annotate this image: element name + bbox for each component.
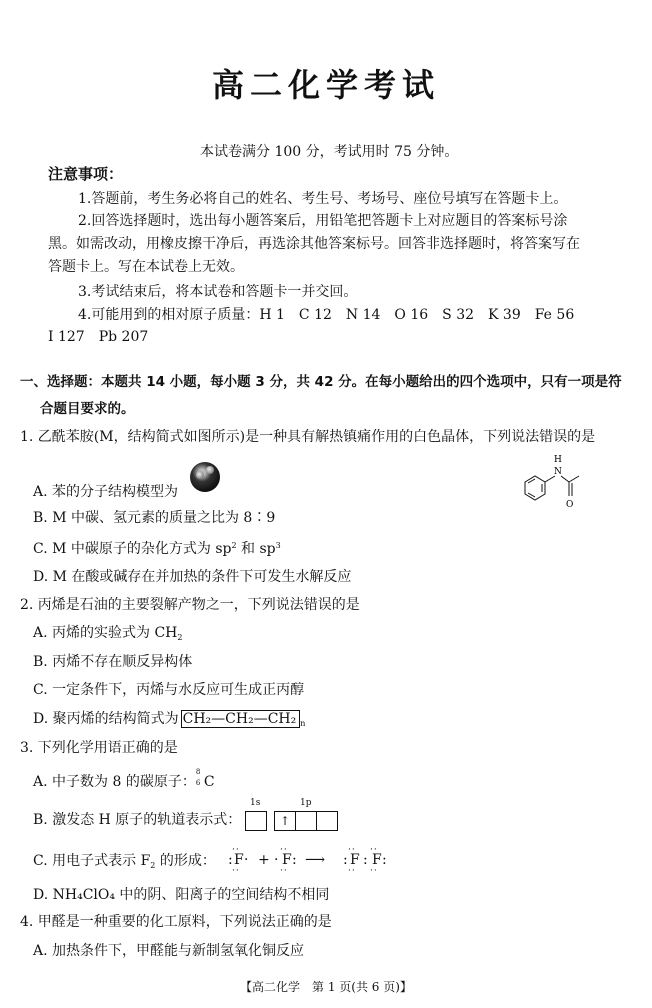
q2-stem: 2. 丙烯是石油的主要裂解产物之一，下列说法错误的是 <box>20 597 360 613</box>
q3-option-d: D. NH₄ClO₄ 中的阴、阳离子的空间结构不相同 <box>33 887 330 903</box>
notes-heading: 注意事项： <box>48 165 124 183</box>
section-heading: 一、选择题：本题共 14 小题，每小题 3 分，共 42 分。在每小题给出的四个选项中，只有一项是符 <box>20 374 622 390</box>
acetanilide-structure <box>515 452 595 514</box>
q3-option-c <box>33 852 216 875</box>
exam-title: 高二化学考试 <box>211 66 440 104</box>
q2-option-c: C. 一定条件下，丙烯与水反应可生成正丙醇 <box>33 682 305 698</box>
note-item: 答题卡上。写在本试卷上无效。 <box>48 259 244 275</box>
note-item: 黑。如需改动，用橡皮擦干净后，再选涂其他答案标号。回答非选择题时，将答案写在 <box>48 236 580 252</box>
orbital-box-1p-1 <box>274 811 296 831</box>
q1-c-sup1: 2 <box>231 541 237 550</box>
q1-c-mid: 和 sp <box>236 541 276 557</box>
q1-option-b: B. M 中碳、氢元素的质量之比为 8∶9 <box>33 510 276 526</box>
q4-option-a: A. 加热条件下，甲醛能与新制氢氧化铜反应 <box>33 943 305 959</box>
struct-h-label: H <box>554 455 562 465</box>
q1-option-d: D. M 在酸或碱存在并加热的条件下可发生水解反应 <box>33 569 352 585</box>
up-arrow-icon: ↑ <box>279 814 291 828</box>
f-atom: F <box>350 852 360 868</box>
q2-a-sub: 2 <box>177 633 183 642</box>
arrow-icon: ⟶ <box>305 852 326 868</box>
q3-a-mass: 8 <box>195 768 201 776</box>
q1-c-text: C. M 中碳原子的杂化方式为 sp <box>33 541 232 557</box>
intro-text: 本试卷满分 100 分，考试用时 75 分钟。 <box>200 144 459 160</box>
q1-option-a: A. 苯的分子结构模型为 <box>33 484 179 500</box>
struct-o-label: O <box>566 500 574 510</box>
page-footer: 【高二化学 第 1 页(共 6 页)】 <box>240 980 412 994</box>
note-item: I 127 Pb 207 <box>48 329 149 345</box>
plus-sign: + <box>258 852 270 868</box>
q3-stem: 3. 下列化学用语正确的是 <box>20 740 178 756</box>
q3-a-sym: C <box>203 774 215 790</box>
orbital-1s-label: 1s <box>250 798 261 808</box>
orbital-1p-label: 1p <box>300 798 312 808</box>
orbital-box-1p-2 <box>295 811 317 831</box>
note-item: 4.可能用到的相对原子质量：H 1 C 12 N 14 O 16 S 32 K 39 Fe 56 <box>78 307 575 323</box>
q1-option-c <box>33 537 281 558</box>
exam-page: 高二化学考试 本试卷满分 100 分，考试用时 75 分钟。 注意事项： 1.答题前，考生务必将自己的姓名、考生号、考场号、座位号填写在答题卡上。 2.回答选择题时，选出每小题答案后，用铅笔把答题卡上对应题目的答案标号涂 黑。如需改动，用橡皮擦干净后，再选涂其他答案标号。回答非选择题时，将答案写在 答题卡上。写在本试卷上无效。 3.考试结束后，将本试卷和答题卡一并交回。 4.可能用到的相对原子质量：H 1 C 12 N 14 O 16 S 32 K 39 Fe 56 I 127 Pb 207 一、选择题：本题共 14 小题，每小题 3 分，共 42 分。在每小题给出的四个选项中，只有一项是符 合题目要求的。 1. 乙酰苯胺(M，结构简式如图所示)是一种具有解热镇痛作用的白色晶体，下列说法错误的是 N H O A. 苯的分子结构模型为 B. M 中碳、氢元素的质量之比为 8∶9 C. M 中碳原子的杂化方式为 $sp^2$ 和 $sp^3$ D. M 在酸或碱存在并加热的条件下可发生水解反应 2. 丙烯是石油的主要裂解产物之一，下列说法错误的是 A. 丙烯的实验式为 $CH_2$ B. 丙烯不存在顺反异构体 C. 一定条件下，丙烯与水反应可生成正丙醇 D. 聚丙烯的结构简式为 CH₂—CH₂—CH₂ $_n$ 3. 下列化学用语正确的是 A. 中子数为 8 的碳原子： 8 6 C B. 激发态 H 原子的轨道表示式： 1s 1p ↑ C. 用电子式表示 $F_2$ 的形成： : F ·· ·· · + · F ·· ·· : ⟶ : F ·· ·· : F ·· ·· : D. NH₄ClO₄ 中的阴、阳离子的空间结构不相同 4. 甲醛是一种重要的化工原料，下列说法正确的是 A. 加热条件下，甲醛能与新制氢氧化铜反应 【高二化学 第 1 页(共 6 页)】 <box>0 0 652 1008</box>
q3-option-b: B. 激发态 H 原子的轨道表示式： <box>33 812 242 828</box>
q1-c-sup2: 3 <box>275 541 281 550</box>
f-atom: F <box>234 852 244 868</box>
benzene-model-image <box>190 462 220 492</box>
note-item: 2.回答选择题时，选出每小题答案后，用铅笔把答题卡上对应题目的答案标号涂 <box>78 213 568 229</box>
orbital-box-1s <box>245 811 267 831</box>
q2-option-a <box>33 624 182 647</box>
q3-a-num: 6 <box>195 779 201 787</box>
orbital-box-1p-3 <box>316 811 338 831</box>
q2-d-n: n <box>300 719 306 728</box>
q2-option-d <box>33 710 305 733</box>
q3-option-a <box>33 768 215 791</box>
note-item: 1.答题前，考生务必将自己的姓名、考生号、考场号、座位号填写在答题卡上。 <box>78 191 568 207</box>
section-heading-cont: 合题目要求的。 <box>40 401 135 417</box>
q2-d-formula: CH₂—CH₂—CH₂ <box>182 711 297 727</box>
q4-stem: 4. 甲醛是一种重要的化工原料，下列说法正确的是 <box>20 914 332 930</box>
q2-option-b: B. 丙烯不存在顺反异构体 <box>33 654 193 670</box>
note-item: 3.考试结束后，将本试卷和答题卡一并交回。 <box>78 284 358 300</box>
q3-c-text: C. 用电子式表示 F <box>33 853 151 869</box>
q2-d-text: D. 聚丙烯的结构简式为 <box>33 711 179 727</box>
q3-a-text: A. 中子数为 8 的碳原子： <box>33 774 196 790</box>
q3-c-sub: 2 <box>150 861 156 870</box>
q1-stem: 1. 乙酰苯胺(M，结构简式如图所示)是一种具有解热镇痛作用的白色晶体，下列说法错误的是 <box>20 429 596 445</box>
struct-n-label: N <box>554 467 562 477</box>
q3-c-post: 的形成： <box>155 853 216 869</box>
f-atom: F <box>372 852 382 868</box>
q2-a-text: A. 丙烯的实验式为 CH <box>33 625 178 641</box>
f-atom: F <box>282 852 292 868</box>
